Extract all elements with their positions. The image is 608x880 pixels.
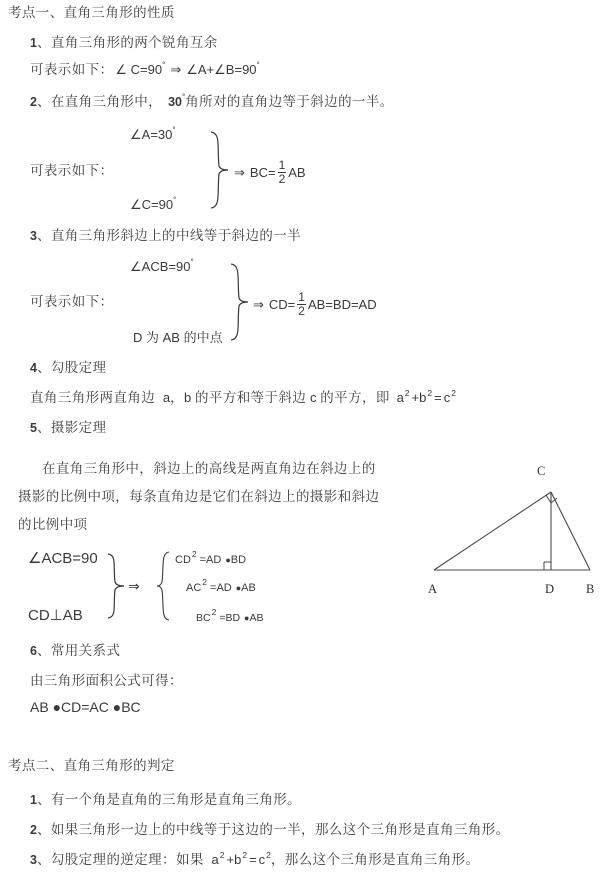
section-two-item-3-text-before: 勾股定理的逆定理：如果 — [50, 852, 208, 867]
section-two-item-3-separator: 、 — [36, 852, 51, 867]
item-2-number: 2 — [30, 95, 37, 109]
item-4-text-mid-1: ， — [170, 390, 185, 405]
item-1-degree-2: ° — [256, 60, 260, 70]
section-two-item-2-text: 如果三角形一边上的中线等于这边的一半，那么这个三角形是直角三角形。 — [50, 822, 510, 837]
item-4-equation-sup-3: 2 — [451, 387, 456, 398]
item-3-express-label: 可表示如下： — [30, 294, 114, 309]
item-2-title-before: 在直角三角形中， — [50, 94, 163, 109]
item-4-var-c: c — [310, 390, 317, 405]
item-3-fraction-numerator: 1 — [298, 290, 305, 304]
item-4-separator: 、 — [36, 360, 51, 375]
item-5-result-3-eq: =BD — [219, 612, 241, 624]
item-3-number: 3 — [30, 229, 37, 243]
item-4-equation-sup-1: 2 — [404, 387, 410, 398]
item-5-result-1-eq: =AD — [199, 554, 222, 566]
item-1-expression-row — [30, 60, 260, 79]
section-two-item-1 — [30, 790, 301, 809]
item-2-express-label: 可表示如下： — [30, 163, 114, 178]
item-2-condition-2 — [130, 196, 176, 214]
item-5-result-1-rhs: BD — [230, 554, 247, 566]
section-two-item-2 — [30, 820, 510, 839]
item-2-brace-icon — [209, 130, 231, 210]
item-6-lead-text: 由三角形面积公式可得： — [30, 673, 183, 688]
item-4-text-mid-2: 的平方和等于斜边 — [191, 390, 310, 405]
item-5-result-2-sup: 2 — [202, 576, 208, 587]
item-3-separator: 、 — [36, 228, 51, 243]
item-6-formula: AB ●CD=AC ●BC — [30, 699, 141, 715]
item-2-fraction-numerator: 1 — [278, 158, 286, 172]
item-5-condition-2: CD⊥AB — [28, 607, 83, 624]
section-two-item-2-separator: 、 — [36, 822, 51, 837]
item-5-result-3-sup: 2 — [211, 606, 217, 617]
item-2-condition-2-degree: ° — [173, 195, 177, 205]
item-3-condition-2: D 为 AB 的中点 — [133, 330, 223, 345]
item-4-title-row — [30, 358, 106, 377]
item-5-result-2 — [186, 578, 256, 596]
right-angle-mark-d-icon — [544, 562, 551, 570]
item-2-fraction — [278, 159, 287, 185]
item-5-result-1 — [175, 550, 246, 568]
item-6-separator: 、 — [36, 643, 51, 658]
item-2-condition-2-text: ∠C=90 — [130, 197, 174, 212]
item-1-title-row — [30, 33, 218, 52]
item-3-implies-icon: ⇒ — [253, 296, 264, 312]
section-two-item-3-equation-sup-3: 2 — [266, 849, 271, 860]
item-3-result-rhs: AB=BD=AD — [307, 296, 377, 312]
item-4-statement — [30, 388, 456, 407]
section-two-heading: 考点二、直角三角形的判定 — [8, 758, 175, 773]
item-2-result-rhs: AB — [288, 164, 306, 180]
item-5-paragraph-line-1: 在直角三角形中，斜边上的高线是两直角边在斜边上的 — [42, 461, 376, 476]
item-5-result-3-dot-icon: ● — [244, 613, 250, 623]
item-4-equation-equals: = — [434, 390, 442, 405]
section-two-item-3-equation-a: a — [211, 852, 219, 867]
item-2-condition-1 — [130, 126, 176, 144]
item-5-result-3-rhs: AB — [249, 612, 264, 624]
section-two-item-1-text: 有一个角是直角的三角形是直角三角形。 — [50, 792, 302, 807]
item-1-separator: 、 — [36, 35, 51, 50]
item-2-implies-icon: ⇒ — [234, 164, 245, 180]
item-5-number: 5 — [30, 421, 37, 435]
item-5-implies-icon: ⇒ — [128, 578, 140, 594]
item-6-number: 6 — [30, 644, 37, 658]
item-1-angle-sum: ∠A+∠B=90 — [186, 62, 257, 77]
figure-label-c: C — [537, 464, 546, 478]
section-two-item-3-equation-sup-2: 2 — [242, 849, 248, 860]
item-5-title: 摄影定理 — [50, 420, 107, 435]
item-1-number: 1 — [30, 36, 37, 50]
item-5-result-1-dot-icon: ● — [225, 555, 231, 565]
item-5-right-brace-icon — [155, 550, 173, 622]
item-1-implies-icon: ⇒ — [170, 62, 182, 77]
item-4-text-before: 直角三角形两直角边 — [30, 390, 159, 405]
section-two-item-3-equation-sup-1: 2 — [219, 849, 225, 860]
item-3-title: 直角三角形斜边上的中线等于斜边的一半 — [50, 228, 302, 243]
section-two-item-1-number: 1 — [30, 793, 37, 807]
item-2-fraction-denominator: 2 — [278, 171, 286, 186]
item-4-equation-c: c — [443, 390, 451, 405]
item-1-angle-c: ∠ C=90 — [115, 62, 163, 77]
item-4-equation-sup-2: 2 — [427, 387, 433, 398]
item-4-equation-plus: + — [411, 390, 420, 405]
figure-label-b: B — [586, 582, 595, 596]
item-3-fraction-denominator: 2 — [298, 303, 305, 318]
section-two-item-2-number: 2 — [30, 823, 37, 837]
section-two-item-3-number: 3 — [30, 853, 37, 867]
item-3-result-lhs: CD= — [268, 296, 296, 312]
item-4-number: 4 — [30, 361, 37, 375]
right-triangle-figure — [415, 455, 608, 605]
item-5-result-1-sup: 2 — [191, 548, 197, 559]
item-3-result-row — [253, 292, 377, 318]
item-4-var-a: a — [162, 390, 171, 405]
section-two-item-3-equation-c: c — [258, 852, 266, 867]
item-3-fraction — [297, 291, 306, 317]
item-4-equation-b: b — [419, 390, 427, 405]
section-two-item-3-equation-plus: + — [226, 852, 235, 867]
item-6-title: 常用关系式 — [50, 643, 121, 658]
figure-label-a: A — [428, 582, 438, 596]
item-3-condition-1-text: ∠ACB=90 — [130, 259, 191, 274]
item-4-title: 勾股定理 — [50, 360, 107, 375]
item-2-title-row — [30, 92, 394, 111]
item-5-result-3-lhs: BC — [196, 612, 211, 624]
item-2-degree: ° — [181, 92, 186, 102]
item-3-title-row — [30, 226, 301, 245]
section-two-item-3-equation-b: b — [234, 852, 242, 867]
item-2-separator: 、 — [36, 94, 51, 109]
item-2-result-lhs: BC= — [249, 164, 276, 180]
item-5-result-2-eq: =AD — [210, 582, 232, 594]
item-5-left-brace-icon — [106, 552, 126, 620]
item-6-title-row — [30, 641, 120, 660]
item-1-degree-1: ° — [162, 60, 166, 70]
item-1-express-label: 可表示如下： — [30, 62, 114, 77]
item-5-result-2-dot-icon: ● — [235, 583, 242, 593]
item-5-result-3 — [196, 608, 264, 626]
item-4-text-mid-3: 的平方，即 — [316, 390, 394, 405]
item-2-condition-1-degree: ° — [172, 125, 176, 135]
item-4-var-b: b — [184, 390, 192, 405]
item-2-result-row — [234, 160, 306, 186]
item-5-title-row — [30, 418, 106, 437]
item-2-angle-value: 30 — [168, 95, 182, 109]
item-2-title-after: 角所对的直角边等于斜边的一半。 — [185, 94, 394, 109]
section-two-item-3-equation-equals: = — [249, 852, 257, 867]
segment-cb — [551, 492, 590, 570]
item-5-result-2-lhs: AC — [186, 582, 202, 594]
item-3-brace-icon — [229, 262, 251, 342]
segment-ac — [434, 492, 551, 570]
section-one-heading: 考点一、直角三角形的性质 — [8, 5, 175, 20]
item-5-paragraph-line-2: 摄影的比例中项，每条直角边是它们在斜边上的摄影和斜边 — [18, 489, 380, 504]
figure-label-d: D — [545, 582, 555, 596]
section-two-item-1-separator: 、 — [36, 792, 51, 807]
item-5-result-2-rhs: AB — [241, 582, 256, 594]
item-5-result-1-lhs: CD — [175, 554, 191, 566]
item-4-equation-a: a — [396, 390, 404, 405]
item-5-separator: 、 — [36, 420, 51, 435]
item-1-title: 直角三角形的两个锐角互余 — [50, 35, 218, 50]
section-two-item-3-text-after: ，那么这个三角形是直角三角形。 — [270, 852, 480, 867]
item-3-condition-1 — [130, 258, 194, 276]
item-2-condition-1-text: ∠A=30 — [130, 127, 173, 142]
item-5-condition-1: ∠ACB=90 — [28, 550, 98, 567]
section-two-item-3 — [30, 850, 479, 869]
item-5-paragraph-line-3: 的比例中项 — [18, 517, 88, 532]
item-3-condition-1-degree: ° — [190, 257, 194, 267]
